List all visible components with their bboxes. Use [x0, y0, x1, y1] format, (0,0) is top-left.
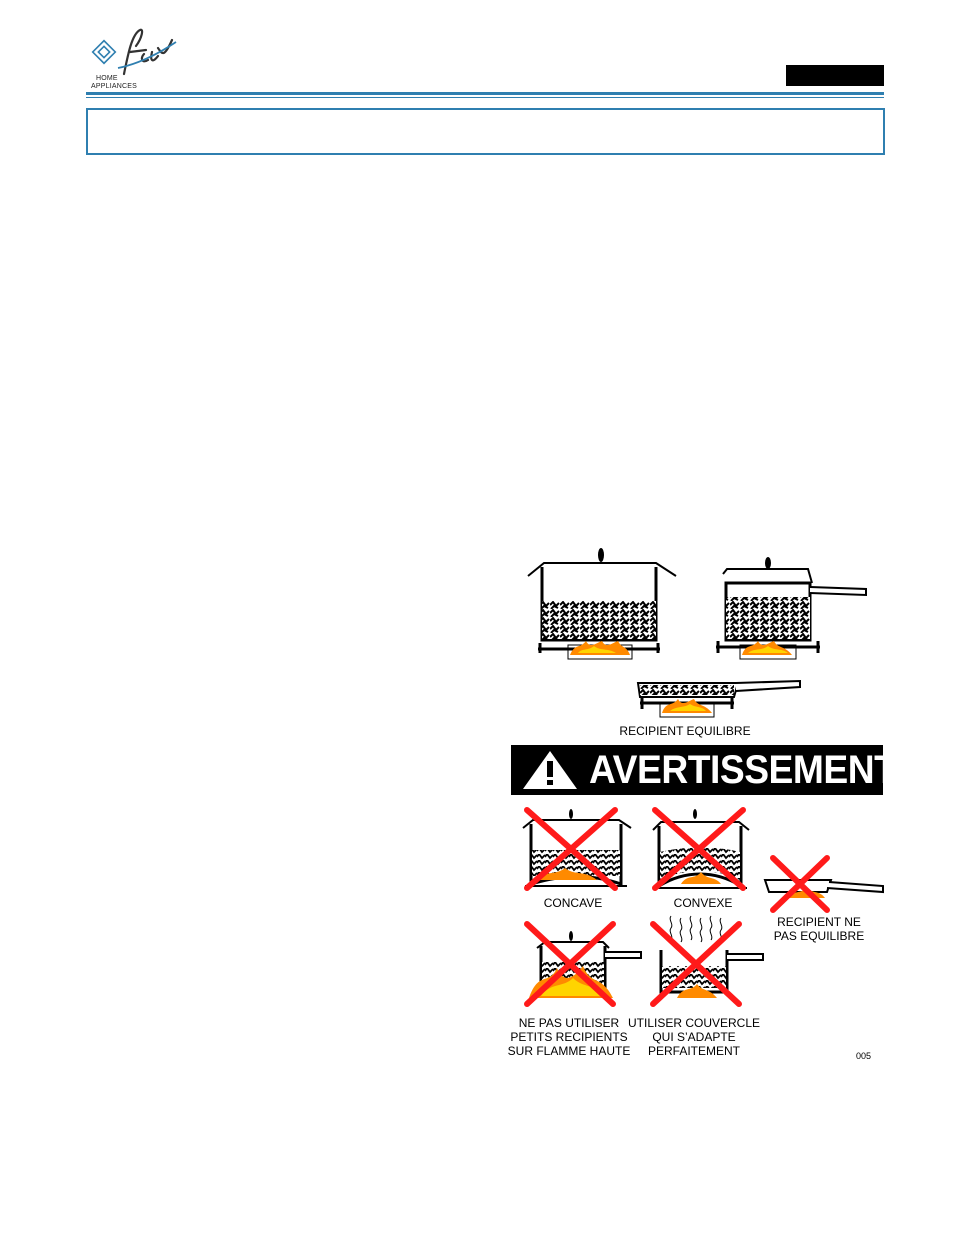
logo-home-text: HOME	[96, 75, 118, 82]
caption-concave: CONCAVE	[543, 896, 603, 910]
balanced-caption: RECIPIENT EQUILIBRE	[619, 724, 751, 738]
warning-banner	[511, 745, 897, 795]
caption-small-pots: NE PAS UTILISER PETITS RECIPIENTS SUR FLAMME HAUTE	[507, 1016, 631, 1058]
balanced-pot-handle	[716, 557, 866, 659]
header-rule-thin	[86, 97, 884, 98]
unbalanced-skillet	[765, 880, 883, 898]
caption-convex: CONVEXE	[673, 896, 733, 910]
page-tab-marker	[786, 65, 884, 86]
caption-fitting-lid: UTILISER COUVERCLE QUI S’ADAPTE PERFAITEMENT	[627, 1016, 761, 1058]
fci-logo	[88, 24, 180, 94]
balanced-pot-large	[528, 548, 676, 659]
header-rule	[86, 92, 884, 95]
figure-code: 005	[856, 1051, 872, 1061]
warning-title: AVERTISSEMENT	[589, 748, 897, 792]
caption-unbalanced: RECIPIENT NE PAS EQUILIBRE	[773, 915, 865, 943]
warning-triangle-icon	[521, 749, 579, 791]
balanced-skillet	[638, 681, 800, 717]
section-title-box	[86, 108, 885, 155]
balanced-pots-illustration	[520, 545, 880, 723]
fci-logo-icon	[88, 24, 180, 80]
logo-appliances-text: APPLIANCES	[91, 83, 137, 90]
